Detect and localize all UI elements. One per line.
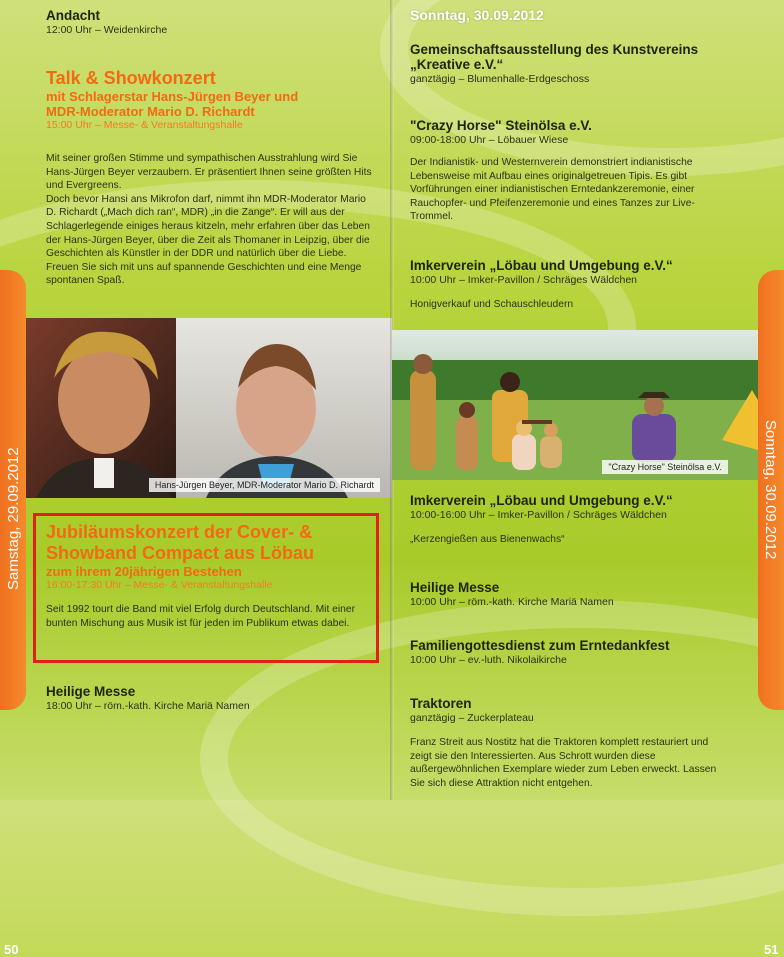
left-date-tab-label: Samstag, 29.09.2012	[5, 447, 22, 590]
performer-photo	[26, 318, 392, 498]
jubilaeum-subtitle: zum ihrem 20jährigen Bestehen	[46, 564, 242, 579]
page-number-left: 50	[4, 942, 19, 957]
crazy-horse-entry	[410, 118, 730, 224]
right-date-tab-label: Sonntag, 30.09.2012	[762, 420, 779, 560]
messe-left-time: 18:00 Uhr – röm.-kath. Kirche Mariä Namen	[46, 700, 250, 712]
performer-photo-caption: Hans-Jürgen Beyer, MDR-Moderator Mario D. Richardt	[149, 478, 380, 492]
kunst-title-2: „Kreative e.V.“	[410, 57, 504, 72]
crazy-horse-time: 09:00-18:00 Uhr – Löbauer Wiese	[410, 134, 569, 146]
traktoren-text: Franz Streit aus Nostitz hat die Traktoren komplett restauriert und zeigt sie den Interessierten. Aus Schrott wurden diese außergewöhnlichen Exemplare wieder zum Leben erweckt. Lassen Sie sich diese Attraktion nicht entgehen.	[410, 737, 717, 789]
traktoren-time: ganztägig – Zuckerplateau	[410, 712, 534, 724]
kunst-title-1: Gemeinschaftsausstellung des Kunstvereins	[410, 42, 699, 57]
andacht-time: 12:00 Uhr – Weidenkirche	[46, 24, 168, 36]
talk-entry	[46, 68, 376, 131]
imker-1-entry	[410, 258, 740, 312]
kunst-time: ganztägig – Blumenhalle-Erdgeschoss	[410, 73, 590, 85]
jubilaeum-title-2: Showband Compact aus Löbau	[46, 543, 315, 563]
crazy-horse-text: Der Indianistik- und Westernverein demonstriert indianistische Lebensweise mit Aufbau eines originalgetreuen Tipis. Es gibt Vorführungen einer indianistischen Erntedankzeremonie, einer Rauchopfer- und Pfeifenzeremonie und eines Tanzes zur Live-Trommel.	[410, 157, 695, 223]
date-header: Sonntag, 30.09.2012	[410, 7, 544, 23]
jubilaeum-time: 16:00-17:30 Uhr – Messe- & Veranstaltungshalle	[46, 579, 273, 591]
traktoren-entry	[410, 696, 730, 790]
imker-2-entry	[410, 493, 740, 547]
jubilaeum-entry	[46, 522, 376, 630]
crazy-horse-photo-image	[392, 330, 758, 480]
right-date-tab	[758, 270, 784, 957]
messe-right-title: Heilige Messe	[410, 580, 500, 595]
talk-description	[46, 152, 376, 288]
imker-1-time: 10:00 Uhr – Imker-Pavillon / Schräges Wäldchen	[410, 274, 638, 286]
familie-entry	[410, 638, 750, 666]
messe-left-title: Heilige Messe	[46, 684, 136, 699]
talk-subtitle-2: MDR-Moderator Mario D. Richardt	[46, 104, 255, 119]
talk-subtitle-1: mit Schlagerstar Hans-Jürgen Beyer und	[46, 89, 299, 104]
page-number-right: 51	[764, 942, 779, 957]
imker-2-time: 10:00-16:00 Uhr – Imker-Pavillon / Schräges Wäldchen	[410, 509, 667, 521]
andacht-title: Andacht	[46, 8, 100, 23]
left-date-tab	[0, 270, 26, 957]
crazy-horse-photo	[392, 330, 758, 480]
talk-paragraph-2: Doch bevor Hansi ans Mikrofon darf, nimmt ihn MDR-Moderator Mario D. Richardt („Mach dich ran“, MDR) „in die Zange“. Er will aus der Schlagerlegende einiges heraus kitzeln, mehr erfahren über das Leben der Hans-Jürgen Beyer, über die Zeit als Thomaner in Leipzig, über die Geschichten als Künstler in der DDR und natürlich über die Liebe. Freuen Sie sich mit uns auf spannende Geschichten und eine Menge spontanen Spaß.	[46, 193, 370, 287]
messe-left-entry	[46, 684, 376, 712]
imker-1-text: Honigverkauf und Schauschleudern	[410, 299, 574, 310]
jubilaeum-title-1: Jubiläumskonzert der Cover- &	[46, 522, 313, 542]
talk-time: 15:00 Uhr – Messe- & Veranstaltungshalle	[46, 119, 243, 131]
messe-right-time: 10:00 Uhr – röm.-kath. Kirche Mariä Namen	[410, 596, 614, 608]
traktoren-title: Traktoren	[410, 696, 472, 711]
talk-title: Talk & Showkonzert	[46, 68, 216, 88]
imker-2-title: Imkerverein „Löbau und Umgebung e.V.“	[410, 493, 673, 508]
right-page	[392, 0, 784, 957]
performer-photo-image	[26, 318, 392, 498]
familie-title: Familiengottesdienst zum Erntedankfest	[410, 638, 670, 653]
talk-paragraph-1: Mit seiner großen Stimme und sympathischen Ausstrahlung wird Sie Hans-Jürgen Beyer verzaubern. Er präsentiert Ihnen seine größten Hits und Evergreens.	[46, 153, 372, 192]
jubilaeum-text: Seit 1992 tourt die Band mit viel Erfolg durch Deutschland. Mit einer bunten Mischung aus Musik ist für jeden im Publikum etwas dabei.	[46, 604, 356, 629]
crazy-horse-title: "Crazy Horse" Steinölsa e.V.	[410, 118, 592, 133]
andacht-entry	[46, 8, 376, 36]
imker-1-title: Imkerverein „Löbau und Umgebung e.V.“	[410, 258, 673, 273]
messe-right-entry	[410, 580, 740, 608]
familie-time: 10:00 Uhr – ev.-luth. Nikolaikirche	[410, 654, 567, 666]
imker-2-text: „Kerzengießen aus Bienenwachs“	[410, 534, 565, 545]
kunst-entry	[410, 42, 750, 85]
crazy-horse-photo-caption: "Crazy Horse" Steinölsa e.V.	[602, 460, 728, 474]
